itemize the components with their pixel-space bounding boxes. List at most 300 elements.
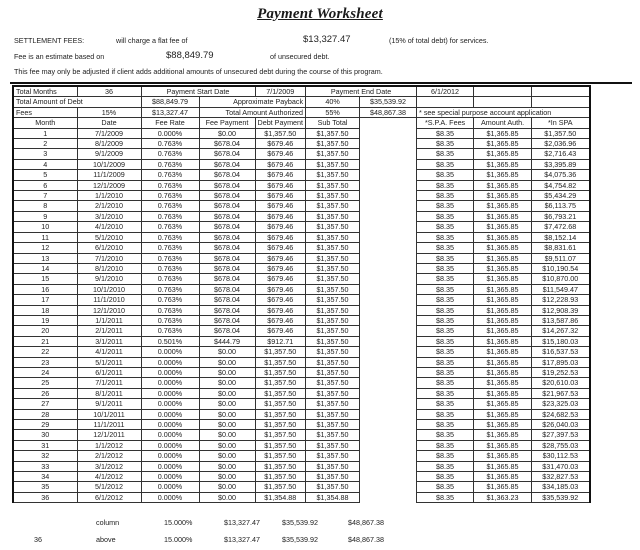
cell-sub-total: $1,357.50 xyxy=(306,357,360,367)
cell-spa-fees: $8.35 xyxy=(417,430,474,440)
cell-fee-payment: $678.04 xyxy=(199,159,255,169)
cell-fee-rate: 0.000% xyxy=(141,461,199,471)
footer-grand-total: $48,867.38 xyxy=(348,518,384,527)
total-authorized-amount: $48,867.38 xyxy=(360,107,417,117)
cell-fee-payment: $0.00 xyxy=(199,420,255,430)
cell-sub-total: $1,357.50 xyxy=(306,128,360,138)
total-debt-value: $88,849.79 xyxy=(141,97,199,107)
cell-date: 11/1/2010 xyxy=(77,295,141,305)
cell-month: 29 xyxy=(13,420,77,430)
cell-sub-total: $1,357.50 xyxy=(306,159,360,169)
cell-in-spa: $21,967.53 xyxy=(532,388,590,398)
table-row xyxy=(13,211,590,221)
cell-sub-total: $1,357.50 xyxy=(306,201,360,211)
cell-fee-payment: $678.04 xyxy=(199,191,255,201)
cell-spa-fees: $8.35 xyxy=(417,347,474,357)
cell-month: 1 xyxy=(13,128,77,138)
cell-debt-payment: $679.46 xyxy=(255,159,306,169)
summary-row-debt xyxy=(13,97,590,107)
spacer-cell xyxy=(360,440,417,450)
cell-sub-total: $1,357.50 xyxy=(306,451,360,461)
cell-date: 5/1/2011 xyxy=(77,357,141,367)
cell-spa-fees: $8.35 xyxy=(417,420,474,430)
cell-amount-auth: $1,365.85 xyxy=(474,357,532,367)
summary-row-months xyxy=(13,86,590,97)
cell-in-spa: $6,113.75 xyxy=(532,201,590,211)
cell-month: 15 xyxy=(13,274,77,284)
cell-amount-auth: $1,365.85 xyxy=(474,347,532,357)
cell-in-spa: $19,252.53 xyxy=(532,367,590,377)
cell-sub-total: $1,357.50 xyxy=(306,232,360,242)
cell-in-spa: $16,537.53 xyxy=(532,347,590,357)
cell-in-spa: $3,395.89 xyxy=(532,159,590,169)
cell-debt-payment: $679.46 xyxy=(255,305,306,315)
cell-fee-payment: $678.04 xyxy=(199,180,255,190)
cell-fee-payment: $678.04 xyxy=(199,253,255,263)
spacer-cell xyxy=(360,461,417,471)
spacer-cell xyxy=(360,409,417,419)
cell-fee-payment: $0.00 xyxy=(199,430,255,440)
cell-debt-payment: $1,357.50 xyxy=(255,399,306,409)
spacer-cell xyxy=(360,451,417,461)
cell-in-spa: $26,040.03 xyxy=(532,420,590,430)
cell-sub-total: $1,357.50 xyxy=(306,378,360,388)
cell-date: 2/1/2011 xyxy=(77,326,141,336)
cell-amount-auth: $1,365.85 xyxy=(474,482,532,492)
cell-date: 8/1/2011 xyxy=(77,388,141,398)
spa-note: * see special purpose account application xyxy=(417,107,590,117)
cell-sub-total: $1,357.50 xyxy=(306,222,360,232)
table-row xyxy=(13,274,590,284)
cell-fee-payment: $0.00 xyxy=(199,399,255,409)
cell-debt-payment: $1,357.50 xyxy=(255,357,306,367)
cell-amount-auth: $1,365.85 xyxy=(474,170,532,180)
spacer-cell xyxy=(360,336,417,346)
cell-debt-payment: $1,357.50 xyxy=(255,472,306,482)
cell-debt-payment: $679.46 xyxy=(255,274,306,284)
cell-debt-payment: $1,357.50 xyxy=(255,378,306,388)
cell-in-spa: $10,190.54 xyxy=(532,263,590,273)
payment-worksheet-table xyxy=(12,85,591,503)
cell-spa-fees: $8.35 xyxy=(417,180,474,190)
cell-date: 6/1/2011 xyxy=(77,367,141,377)
payment-end-label: Payment End Date xyxy=(306,86,417,97)
cell-spa-fees: $8.35 xyxy=(417,357,474,367)
cell-date: 6/1/2012 xyxy=(77,492,141,502)
cell-fee-payment: $678.04 xyxy=(199,284,255,294)
cell-sub-total: $1,357.50 xyxy=(306,399,360,409)
cell-fee-rate: 0.763% xyxy=(141,243,199,253)
spacer-cell xyxy=(360,295,417,305)
cell-fee-rate: 0.000% xyxy=(141,492,199,502)
cell-spa-fees: $8.35 xyxy=(417,201,474,211)
table-row xyxy=(13,388,590,398)
table-row xyxy=(13,315,590,325)
cell-in-spa: $12,228.93 xyxy=(532,295,590,305)
payment-start-label: Payment Start Date xyxy=(141,86,255,97)
cell-fee-rate: 0.763% xyxy=(141,253,199,263)
table-row xyxy=(13,180,590,190)
cell-date: 1/1/2011 xyxy=(77,315,141,325)
total-authorized-label: Total Amount Authorized xyxy=(199,107,306,117)
cell-spa-fees: $8.35 xyxy=(417,367,474,377)
table-row xyxy=(13,263,590,273)
table-row xyxy=(13,357,590,367)
cell-month: 22 xyxy=(13,347,77,357)
spacer-cell xyxy=(360,482,417,492)
cell-fee-payment: $678.04 xyxy=(199,263,255,273)
cell-in-spa: $12,908.39 xyxy=(532,305,590,315)
cell-sub-total: $1,357.50 xyxy=(306,211,360,221)
cell-date: 9/1/2009 xyxy=(77,149,141,159)
cell-in-spa: $14,267.32 xyxy=(532,326,590,336)
cell-date: 9/1/2010 xyxy=(77,274,141,284)
cell-in-spa: $5,434.29 xyxy=(532,191,590,201)
cell-amount-auth: $1,365.85 xyxy=(474,159,532,169)
cell-fee-rate: 0.000% xyxy=(141,440,199,450)
cell-date: 1/1/2010 xyxy=(77,191,141,201)
cell-in-spa: $17,895.03 xyxy=(532,357,590,367)
col-header-in-spa: *In SPA xyxy=(532,118,590,128)
cell-debt-payment: $1,357.50 xyxy=(255,440,306,450)
total-debt-label: Total Amount of Debt xyxy=(13,97,141,107)
table-row xyxy=(13,295,590,305)
cell-date: 2/1/2010 xyxy=(77,201,141,211)
cell-fee-rate: 0.763% xyxy=(141,180,199,190)
cell-amount-auth: $1,365.85 xyxy=(474,232,532,242)
spacer-cell xyxy=(360,201,417,211)
cell-date: 10/1/2009 xyxy=(77,159,141,169)
cell-month: 13 xyxy=(13,253,77,263)
cell-month: 24 xyxy=(13,367,77,377)
cell-in-spa: $1,357.50 xyxy=(532,128,590,138)
cell-fee-payment: $678.04 xyxy=(199,326,255,336)
cell-sub-total: $1,357.50 xyxy=(306,295,360,305)
page-title: Payment Worksheet xyxy=(257,6,383,22)
cell-sub-total: $1,357.50 xyxy=(306,253,360,263)
cell-sub-total: $1,357.50 xyxy=(306,482,360,492)
cell-month: 36 xyxy=(13,492,77,502)
cell-date: 9/1/2011 xyxy=(77,399,141,409)
cell-amount-auth: $1,365.85 xyxy=(474,305,532,315)
cell-amount-auth: $1,365.85 xyxy=(474,472,532,482)
cell-debt-payment: $679.46 xyxy=(255,170,306,180)
cell-amount-auth: $1,365.85 xyxy=(474,243,532,253)
cell-debt-payment: $1,357.50 xyxy=(255,430,306,440)
cell-month: 10 xyxy=(13,222,77,232)
cell-in-spa: $8,152.14 xyxy=(532,232,590,242)
cell-spa-fees: $8.35 xyxy=(417,388,474,398)
cell-spa-fees: $8.35 xyxy=(417,263,474,273)
cell-debt-payment: $1,357.50 xyxy=(255,482,306,492)
empty-cell xyxy=(532,86,590,97)
cell-date: 11/1/2011 xyxy=(77,420,141,430)
cell-month: 6 xyxy=(13,180,77,190)
cell-debt-payment: $1,354.88 xyxy=(255,492,306,502)
spacer-cell xyxy=(360,492,417,502)
cell-fee-rate: 0.763% xyxy=(141,284,199,294)
cell-amount-auth: $1,363.23 xyxy=(474,492,532,502)
cell-amount-auth: $1,365.85 xyxy=(474,222,532,232)
cell-spa-fees: $8.35 xyxy=(417,482,474,492)
cell-sub-total: $1,357.50 xyxy=(306,409,360,419)
divider-rule xyxy=(10,82,632,84)
table-row xyxy=(13,232,590,242)
cell-date: 8/1/2009 xyxy=(77,139,141,149)
cell-amount-auth: $1,365.85 xyxy=(474,336,532,346)
cell-amount-auth: $1,365.85 xyxy=(474,461,532,471)
cell-month: 35 xyxy=(13,482,77,492)
cell-date: 12/1/2009 xyxy=(77,180,141,190)
cell-spa-fees: $8.35 xyxy=(417,461,474,471)
cell-date: 12/1/2010 xyxy=(77,305,141,315)
table-row xyxy=(13,149,590,159)
cell-sub-total: $1,357.50 xyxy=(306,461,360,471)
cell-date: 4/1/2011 xyxy=(77,347,141,357)
cell-month: 16 xyxy=(13,284,77,294)
approx-payback-pct: 40% xyxy=(306,97,360,107)
spacer-cell xyxy=(360,170,417,180)
footer-label: column xyxy=(96,518,120,527)
cell-in-spa: $9,511.07 xyxy=(532,253,590,263)
cell-in-spa: $2,036.96 xyxy=(532,139,590,149)
cell-spa-fees: $8.35 xyxy=(417,159,474,169)
spacer-cell xyxy=(360,326,417,336)
cell-fee-rate: 0.763% xyxy=(141,222,199,232)
cell-sub-total: $1,357.50 xyxy=(306,367,360,377)
footer-label: above xyxy=(96,535,116,544)
table-row xyxy=(13,347,590,357)
cell-sub-total: $1,357.50 xyxy=(306,284,360,294)
adjustment-note: This fee may only be adjusted if client adds additional amounts of unsecured debt during the course of this program. xyxy=(14,67,383,76)
column-header-row xyxy=(13,118,590,128)
cell-fee-payment: $0.00 xyxy=(199,461,255,471)
cell-fee-payment: $678.04 xyxy=(199,201,255,211)
cell-sub-total: $1,357.50 xyxy=(306,472,360,482)
cell-month: 27 xyxy=(13,399,77,409)
cell-spa-fees: $8.35 xyxy=(417,336,474,346)
approx-payback-label: Approximate Payback xyxy=(199,97,306,107)
cell-fee-payment: $0.00 xyxy=(199,388,255,398)
cell-month: 9 xyxy=(13,211,77,221)
footer-fee-total: $13,327.47 xyxy=(224,518,260,527)
table-row xyxy=(13,420,590,430)
col-header-spa-fees: *S.P.A. Fees xyxy=(417,118,474,128)
cell-amount-auth: $1,365.85 xyxy=(474,367,532,377)
col-header-month: Month xyxy=(13,118,77,128)
cell-date: 10/1/2011 xyxy=(77,409,141,419)
summary-row-fees xyxy=(13,107,590,117)
cell-in-spa: $13,587.86 xyxy=(532,315,590,325)
settlement-fees-label: SETTLEMENT FEES: xyxy=(14,36,85,45)
cell-fee-rate: 0.763% xyxy=(141,211,199,221)
cell-amount-auth: $1,365.85 xyxy=(474,409,532,419)
table-row xyxy=(13,451,590,461)
estimate-label: Fee is an estimate based on xyxy=(14,52,105,61)
empty-cell xyxy=(532,97,590,107)
cell-sub-total: $1,357.50 xyxy=(306,420,360,430)
table-row xyxy=(13,336,590,346)
cell-fee-payment: $678.04 xyxy=(199,315,255,325)
cell-date: 3/1/2012 xyxy=(77,461,141,471)
table-row xyxy=(13,440,590,450)
table-row xyxy=(13,222,590,232)
cell-fee-rate: 0.000% xyxy=(141,367,199,377)
cell-sub-total: $1,357.50 xyxy=(306,315,360,325)
cell-amount-auth: $1,365.85 xyxy=(474,326,532,336)
table-row xyxy=(13,472,590,482)
footer-debt-total: $35,539.92 xyxy=(282,518,318,527)
cell-amount-auth: $1,365.85 xyxy=(474,399,532,409)
cell-debt-payment: $679.46 xyxy=(255,295,306,305)
spacer-cell xyxy=(360,243,417,253)
cell-in-spa: $23,325.03 xyxy=(532,399,590,409)
col-header-amount-auth: Amount Auth. xyxy=(474,118,532,128)
cell-fee-payment: $678.04 xyxy=(199,139,255,149)
flat-fee-amount: $13,327.47 xyxy=(303,34,351,45)
cell-in-spa: $15,180.03 xyxy=(532,336,590,346)
cell-fee-rate: 0.763% xyxy=(141,305,199,315)
spacer-cell xyxy=(360,118,417,128)
cell-sub-total: $1,357.50 xyxy=(306,347,360,357)
cell-fee-rate: 0.000% xyxy=(141,357,199,367)
cell-debt-payment: $679.46 xyxy=(255,243,306,253)
cell-fee-rate: 0.000% xyxy=(141,128,199,138)
cell-date: 7/1/2009 xyxy=(77,128,141,138)
payment-end-value: 6/1/2012 xyxy=(417,86,474,97)
cell-debt-payment: $679.46 xyxy=(255,263,306,273)
spacer-cell xyxy=(360,472,417,482)
unsecured-debt-amount: $88,849.79 xyxy=(166,50,214,61)
cell-debt-payment: $679.46 xyxy=(255,191,306,201)
cell-fee-payment: $678.04 xyxy=(199,149,255,159)
cell-fee-payment: $678.04 xyxy=(199,170,255,180)
cell-fee-rate: 0.000% xyxy=(141,378,199,388)
cell-month: 21 xyxy=(13,336,77,346)
cell-month: 11 xyxy=(13,232,77,242)
cell-debt-payment: $679.46 xyxy=(255,253,306,263)
cell-in-spa: $2,716.43 xyxy=(532,149,590,159)
cell-date: 5/1/2012 xyxy=(77,482,141,492)
cell-sub-total: $1,357.50 xyxy=(306,326,360,336)
cell-debt-payment: $1,357.50 xyxy=(255,388,306,398)
cell-debt-payment: $679.46 xyxy=(255,149,306,159)
cell-fee-rate: 0.763% xyxy=(141,170,199,180)
footer-month: 36 xyxy=(34,535,42,544)
cell-debt-payment: $1,357.50 xyxy=(255,420,306,430)
cell-sub-total: $1,357.50 xyxy=(306,191,360,201)
table-row xyxy=(13,492,590,502)
table-row xyxy=(13,409,590,419)
spacer-cell xyxy=(360,315,417,325)
spacer-cell xyxy=(360,388,417,398)
cell-sub-total: $1,357.50 xyxy=(306,388,360,398)
cell-fee-payment: $678.04 xyxy=(199,274,255,284)
cell-in-spa: $27,397.53 xyxy=(532,430,590,440)
cell-date: 3/1/2011 xyxy=(77,336,141,346)
cell-fee-payment: $0.00 xyxy=(199,451,255,461)
footer-fee-total: $13,327.47 xyxy=(224,535,260,544)
cell-sub-total: $1,357.50 xyxy=(306,440,360,450)
cell-in-spa: $30,112.53 xyxy=(532,451,590,461)
cell-fee-rate: 0.000% xyxy=(141,472,199,482)
cell-fee-payment: $678.04 xyxy=(199,222,255,232)
cell-fee-payment: $0.00 xyxy=(199,357,255,367)
cell-in-spa: $11,549.47 xyxy=(532,284,590,294)
cell-debt-payment: $679.46 xyxy=(255,326,306,336)
cell-amount-auth: $1,365.85 xyxy=(474,201,532,211)
cell-month: 30 xyxy=(13,430,77,440)
cell-month: 18 xyxy=(13,305,77,315)
cell-fee-payment: $0.00 xyxy=(199,367,255,377)
cell-spa-fees: $8.35 xyxy=(417,315,474,325)
cell-amount-auth: $1,365.85 xyxy=(474,420,532,430)
cell-date: 7/1/2010 xyxy=(77,253,141,263)
cell-month: 14 xyxy=(13,263,77,273)
cell-fee-rate: 0.000% xyxy=(141,430,199,440)
cell-fee-rate: 0.763% xyxy=(141,149,199,159)
cell-month: 8 xyxy=(13,201,77,211)
cell-spa-fees: $8.35 xyxy=(417,211,474,221)
cell-sub-total: $1,357.50 xyxy=(306,243,360,253)
empty-cell xyxy=(417,97,474,107)
table-row xyxy=(13,243,590,253)
table-row xyxy=(13,253,590,263)
cell-fee-payment: $0.00 xyxy=(199,378,255,388)
table-row xyxy=(13,378,590,388)
spacer-cell xyxy=(360,347,417,357)
cell-amount-auth: $1,365.85 xyxy=(474,253,532,263)
footer-grand-total: $48,867.38 xyxy=(348,535,384,544)
empty-cell xyxy=(474,86,532,97)
cell-amount-auth: $1,365.85 xyxy=(474,128,532,138)
spacer-cell xyxy=(360,357,417,367)
cell-fee-rate: 0.763% xyxy=(141,232,199,242)
spacer-cell xyxy=(360,367,417,377)
cell-amount-auth: $1,365.85 xyxy=(474,149,532,159)
col-header-date: Date xyxy=(77,118,141,128)
cell-amount-auth: $1,365.85 xyxy=(474,295,532,305)
cell-fee-payment: $678.04 xyxy=(199,305,255,315)
cell-month: 17 xyxy=(13,295,77,305)
cell-fee-rate: 0.000% xyxy=(141,409,199,419)
cell-fee-payment: $678.04 xyxy=(199,211,255,221)
cell-month: 34 xyxy=(13,472,77,482)
cell-sub-total: $1,357.50 xyxy=(306,139,360,149)
table-row xyxy=(13,326,590,336)
cell-date: 10/1/2010 xyxy=(77,284,141,294)
cell-fee-rate: 0.763% xyxy=(141,295,199,305)
cell-debt-payment: $679.46 xyxy=(255,315,306,325)
total-months-label: Total Months xyxy=(13,86,77,97)
spacer-cell xyxy=(360,378,417,388)
cell-fee-rate: 0.763% xyxy=(141,201,199,211)
cell-spa-fees: $8.35 xyxy=(417,139,474,149)
cell-debt-payment: $1,357.50 xyxy=(255,128,306,138)
cell-spa-fees: $8.35 xyxy=(417,295,474,305)
cell-debt-payment: $679.46 xyxy=(255,180,306,190)
cell-fee-rate: 0.763% xyxy=(141,159,199,169)
cell-spa-fees: $8.35 xyxy=(417,326,474,336)
table-row xyxy=(13,461,590,471)
cell-in-spa: $34,185.03 xyxy=(532,482,590,492)
spacer-cell xyxy=(360,149,417,159)
empty-cell xyxy=(474,97,532,107)
footer-fee-rate: 15.000% xyxy=(164,535,193,544)
cell-sub-total: $1,357.50 xyxy=(306,336,360,346)
cell-date: 11/1/2009 xyxy=(77,170,141,180)
cell-debt-payment: $679.46 xyxy=(255,222,306,232)
